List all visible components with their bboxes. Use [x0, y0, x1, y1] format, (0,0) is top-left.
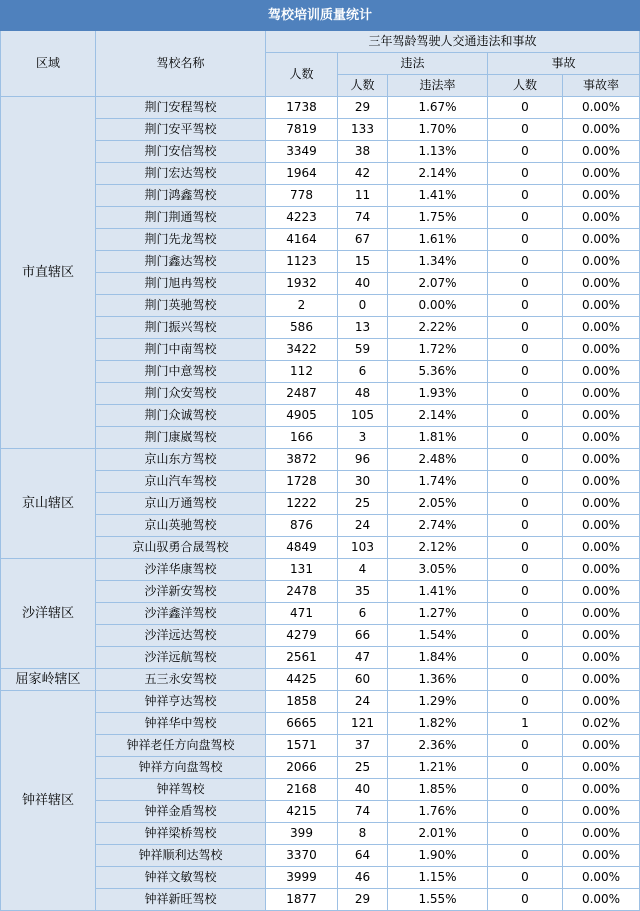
count-cell: 1932 [266, 273, 338, 295]
accident-rate-cell: 0.00% [563, 603, 640, 625]
violation-count-cell: 133 [338, 119, 388, 141]
violation-count-cell: 13 [338, 317, 388, 339]
count-cell: 1877 [266, 889, 338, 911]
count-cell: 4215 [266, 801, 338, 823]
school-name-cell: 京山英驰驾校 [96, 515, 266, 537]
table-row [1, 361, 640, 383]
table-row [1, 449, 640, 471]
count-cell: 7819 [266, 119, 338, 141]
table-row [1, 691, 640, 713]
school-name-cell: 荆门康崴驾校 [96, 427, 266, 449]
violation-count-cell: 24 [338, 691, 388, 713]
accident-rate-cell: 0.00% [563, 229, 640, 251]
violation-rate-cell: 2.14% [388, 405, 488, 427]
violation-rate-cell: 1.75% [388, 207, 488, 229]
table-row [1, 295, 640, 317]
accident-rate-cell: 0.00% [563, 845, 640, 867]
school-name-cell: 钟祥亨达驾校 [96, 691, 266, 713]
school-name-cell: 沙洋鑫洋驾校 [96, 603, 266, 625]
violation-count-cell: 67 [338, 229, 388, 251]
accident-count-cell: 0 [488, 97, 563, 119]
violation-count-cell: 103 [338, 537, 388, 559]
violation-count-cell: 46 [338, 867, 388, 889]
count-cell: 2066 [266, 757, 338, 779]
table-row [1, 229, 640, 251]
school-name-cell: 钟祥方向盘驾校 [96, 757, 266, 779]
violation-rate-cell: 2.05% [388, 493, 488, 515]
accident-rate-cell: 0.00% [563, 867, 640, 889]
count-cell: 586 [266, 317, 338, 339]
header-violation: 违法 [338, 53, 488, 75]
school-name-cell: 五三永安驾校 [96, 669, 266, 691]
violation-rate-cell: 1.29% [388, 691, 488, 713]
count-cell: 1728 [266, 471, 338, 493]
violation-count-cell: 3 [338, 427, 388, 449]
accident-count-cell: 0 [488, 823, 563, 845]
violation-rate-cell: 1.21% [388, 757, 488, 779]
accident-count-cell: 0 [488, 537, 563, 559]
violation-rate-cell: 1.34% [388, 251, 488, 273]
count-cell: 2487 [266, 383, 338, 405]
table-row [1, 163, 640, 185]
school-name-cell: 荆门振兴驾校 [96, 317, 266, 339]
violation-count-cell: 59 [338, 339, 388, 361]
accident-rate-cell: 0.00% [563, 207, 640, 229]
violation-rate-cell: 1.85% [388, 779, 488, 801]
accident-rate-cell: 0.00% [563, 691, 640, 713]
accident-rate-cell: 0.00% [563, 493, 640, 515]
count-cell: 6665 [266, 713, 338, 735]
count-cell: 1123 [266, 251, 338, 273]
school-name-cell: 荆门中意驾校 [96, 361, 266, 383]
header-group: 三年驾龄驾驶人交通违法和事故 [266, 31, 640, 53]
violation-rate-cell: 1.81% [388, 427, 488, 449]
accident-rate-cell: 0.02% [563, 713, 640, 735]
table-row [1, 603, 640, 625]
school-name-cell: 京山东方驾校 [96, 449, 266, 471]
table-row [1, 581, 640, 603]
count-cell: 4164 [266, 229, 338, 251]
count-cell: 3422 [266, 339, 338, 361]
accident-count-cell: 0 [488, 669, 563, 691]
count-cell: 1858 [266, 691, 338, 713]
violation-count-cell: 60 [338, 669, 388, 691]
violation-count-cell: 25 [338, 493, 388, 515]
violation-rate-cell: 1.72% [388, 339, 488, 361]
table-row [1, 251, 640, 273]
school-name-cell: 荆门众诚驾校 [96, 405, 266, 427]
accident-count-cell: 0 [488, 251, 563, 273]
violation-count-cell: 11 [338, 185, 388, 207]
accident-rate-cell: 0.00% [563, 757, 640, 779]
violation-count-cell: 6 [338, 361, 388, 383]
violation-rate-cell: 1.84% [388, 647, 488, 669]
violation-rate-cell: 1.82% [388, 713, 488, 735]
accident-count-cell: 0 [488, 119, 563, 141]
count-cell: 471 [266, 603, 338, 625]
accident-count-cell: 0 [488, 889, 563, 911]
accident-rate-cell: 0.00% [563, 163, 640, 185]
accident-rate-cell: 0.00% [563, 141, 640, 163]
count-cell: 3999 [266, 867, 338, 889]
school-name-cell: 钟祥文敏驾校 [96, 867, 266, 889]
violation-count-cell: 66 [338, 625, 388, 647]
accident-count-cell: 0 [488, 273, 563, 295]
school-name-cell: 荆门鑫达驾校 [96, 251, 266, 273]
header-school: 驾校名称 [96, 31, 266, 97]
table-row [1, 647, 640, 669]
accident-count-cell: 0 [488, 625, 563, 647]
table-row [1, 757, 640, 779]
accident-count-cell: 0 [488, 317, 563, 339]
accident-rate-cell: 0.00% [563, 273, 640, 295]
count-cell: 4279 [266, 625, 338, 647]
accident-count-cell: 0 [488, 405, 563, 427]
accident-rate-cell: 0.00% [563, 889, 640, 911]
accident-rate-cell: 0.00% [563, 185, 640, 207]
accident-count-cell: 0 [488, 581, 563, 603]
accident-rate-cell: 0.00% [563, 559, 640, 581]
violation-count-cell: 40 [338, 779, 388, 801]
violation-rate-cell: 1.93% [388, 383, 488, 405]
count-cell: 131 [266, 559, 338, 581]
school-name-cell: 钟祥老任方向盘驾校 [96, 735, 266, 757]
header-accident: 事故 [488, 53, 640, 75]
table-row [1, 559, 640, 581]
table-row [1, 405, 640, 427]
violation-rate-cell: 1.61% [388, 229, 488, 251]
school-name-cell: 钟祥梁桥驾校 [96, 823, 266, 845]
accident-count-cell: 0 [488, 735, 563, 757]
accident-count-cell: 0 [488, 383, 563, 405]
accident-count-cell: 0 [488, 691, 563, 713]
count-cell: 1222 [266, 493, 338, 515]
count-cell: 3349 [266, 141, 338, 163]
school-name-cell: 京山万通驾校 [96, 493, 266, 515]
accident-count-cell: 0 [488, 493, 563, 515]
violation-count-cell: 35 [338, 581, 388, 603]
header-count: 人数 [266, 53, 338, 97]
violation-count-cell: 64 [338, 845, 388, 867]
violation-count-cell: 25 [338, 757, 388, 779]
accident-rate-cell: 0.00% [563, 537, 640, 559]
table-row [1, 669, 640, 691]
region-cell: 京山辖区 [1, 449, 96, 559]
violation-count-cell: 47 [338, 647, 388, 669]
violation-count-cell: 38 [338, 141, 388, 163]
table-row [1, 207, 640, 229]
accident-count-cell: 0 [488, 449, 563, 471]
violation-count-cell: 105 [338, 405, 388, 427]
table-row [1, 867, 640, 889]
violation-count-cell: 15 [338, 251, 388, 273]
school-name-cell: 钟祥顺利达驾校 [96, 845, 266, 867]
count-cell: 2 [266, 295, 338, 317]
accident-count-cell: 0 [488, 867, 563, 889]
count-cell: 1964 [266, 163, 338, 185]
count-cell: 1571 [266, 735, 338, 757]
violation-count-cell: 96 [338, 449, 388, 471]
table-row [1, 339, 640, 361]
table-row [1, 779, 640, 801]
accident-rate-cell: 0.00% [563, 317, 640, 339]
violation-count-cell: 42 [338, 163, 388, 185]
table-row [1, 823, 640, 845]
accident-count-cell: 0 [488, 845, 563, 867]
school-name-cell: 荆门先龙驾校 [96, 229, 266, 251]
accident-rate-cell: 0.00% [563, 97, 640, 119]
count-cell: 4849 [266, 537, 338, 559]
accident-rate-cell: 0.00% [563, 647, 640, 669]
accident-rate-cell: 0.00% [563, 339, 640, 361]
accident-count-cell: 0 [488, 163, 563, 185]
table-row [1, 735, 640, 757]
violation-rate-cell: 1.54% [388, 625, 488, 647]
school-name-cell: 沙洋远航驾校 [96, 647, 266, 669]
accident-rate-cell: 0.00% [563, 581, 640, 603]
accident-count-cell: 0 [488, 185, 563, 207]
accident-rate-cell: 0.00% [563, 383, 640, 405]
accident-rate-cell: 0.00% [563, 735, 640, 757]
count-cell: 399 [266, 823, 338, 845]
accident-rate-cell: 0.00% [563, 823, 640, 845]
table-row [1, 801, 640, 823]
violation-rate-cell: 1.67% [388, 97, 488, 119]
violation-rate-cell: 1.36% [388, 669, 488, 691]
violation-rate-cell: 2.14% [388, 163, 488, 185]
school-name-cell: 钟祥华中驾校 [96, 713, 266, 735]
table-row [1, 427, 640, 449]
violation-rate-cell: 2.07% [388, 273, 488, 295]
table-row [1, 493, 640, 515]
accident-count-cell: 0 [488, 515, 563, 537]
table-row [1, 625, 640, 647]
accident-rate-cell: 0.00% [563, 449, 640, 471]
accident-rate-cell: 0.00% [563, 779, 640, 801]
violation-count-cell: 40 [338, 273, 388, 295]
violation-rate-cell: 1.27% [388, 603, 488, 625]
accident-count-cell: 0 [488, 339, 563, 361]
school-name-cell: 京山驭勇合晟驾校 [96, 537, 266, 559]
violation-count-cell: 6 [338, 603, 388, 625]
count-cell: 112 [266, 361, 338, 383]
violation-rate-cell: 2.12% [388, 537, 488, 559]
header-violation-rate: 违法率 [388, 75, 488, 97]
accident-count-cell: 0 [488, 207, 563, 229]
accident-rate-cell: 0.00% [563, 427, 640, 449]
count-cell: 778 [266, 185, 338, 207]
table-row [1, 273, 640, 295]
accident-rate-cell: 0.00% [563, 625, 640, 647]
violation-count-cell: 29 [338, 889, 388, 911]
school-name-cell: 沙洋华康驾校 [96, 559, 266, 581]
accident-count-cell: 0 [488, 757, 563, 779]
violation-rate-cell: 2.48% [388, 449, 488, 471]
violation-rate-cell: 0.00% [388, 295, 488, 317]
accident-rate-cell: 0.00% [563, 251, 640, 273]
table-row [1, 185, 640, 207]
header-accident-count: 人数 [488, 75, 563, 97]
header-violation-count: 人数 [338, 75, 388, 97]
count-cell: 166 [266, 427, 338, 449]
school-name-cell: 荆门安信驾校 [96, 141, 266, 163]
accident-count-cell: 0 [488, 801, 563, 823]
violation-rate-cell: 2.01% [388, 823, 488, 845]
violation-count-cell: 30 [338, 471, 388, 493]
school-name-cell: 钟祥驾校 [96, 779, 266, 801]
count-cell: 4425 [266, 669, 338, 691]
accident-rate-cell: 0.00% [563, 471, 640, 493]
school-name-cell: 荆门众安驾校 [96, 383, 266, 405]
table-title: 驾校培训质量统计 [1, 1, 640, 31]
accident-count-cell: 0 [488, 295, 563, 317]
school-name-cell: 荆门鸿鑫驾校 [96, 185, 266, 207]
accident-count-cell: 0 [488, 361, 563, 383]
count-cell: 2478 [266, 581, 338, 603]
accident-rate-cell: 0.00% [563, 405, 640, 427]
violation-rate-cell: 5.36% [388, 361, 488, 383]
table-row [1, 97, 640, 119]
count-cell: 3872 [266, 449, 338, 471]
count-cell: 4905 [266, 405, 338, 427]
table-row [1, 471, 640, 493]
school-name-cell: 荆门英驰驾校 [96, 295, 266, 317]
table-row [1, 845, 640, 867]
violation-rate-cell: 1.90% [388, 845, 488, 867]
violation-rate-cell: 1.41% [388, 581, 488, 603]
violation-count-cell: 37 [338, 735, 388, 757]
region-cell: 市直辖区 [1, 97, 96, 449]
table-row [1, 141, 640, 163]
violation-count-cell: 121 [338, 713, 388, 735]
violation-count-cell: 4 [338, 559, 388, 581]
accident-count-cell: 0 [488, 141, 563, 163]
accident-count-cell: 1 [488, 713, 563, 735]
school-name-cell: 荆门旭冉驾校 [96, 273, 266, 295]
accident-count-cell: 0 [488, 427, 563, 449]
region-cell: 屈家岭辖区 [1, 669, 96, 691]
accident-count-cell: 0 [488, 229, 563, 251]
school-name-cell: 沙洋新安驾校 [96, 581, 266, 603]
school-name-cell: 荆门中南驾校 [96, 339, 266, 361]
violation-count-cell: 24 [338, 515, 388, 537]
school-name-cell: 荆门安平驾校 [96, 119, 266, 141]
violation-rate-cell: 1.70% [388, 119, 488, 141]
accident-count-cell: 0 [488, 471, 563, 493]
violation-rate-cell: 3.05% [388, 559, 488, 581]
school-name-cell: 荆门荆通驾校 [96, 207, 266, 229]
table-row [1, 515, 640, 537]
violation-rate-cell: 1.15% [388, 867, 488, 889]
school-name-cell: 钟祥金盾驾校 [96, 801, 266, 823]
school-name-cell: 荆门宏达驾校 [96, 163, 266, 185]
table-row [1, 537, 640, 559]
violation-count-cell: 8 [338, 823, 388, 845]
violation-count-cell: 74 [338, 207, 388, 229]
school-name-cell: 钟祥新旺驾校 [96, 889, 266, 911]
table-body [1, 97, 640, 911]
count-cell: 3370 [266, 845, 338, 867]
accident-rate-cell: 0.00% [563, 801, 640, 823]
count-cell: 876 [266, 515, 338, 537]
accident-rate-cell: 0.00% [563, 361, 640, 383]
violation-rate-cell: 1.74% [388, 471, 488, 493]
accident-count-cell: 0 [488, 559, 563, 581]
accident-count-cell: 0 [488, 603, 563, 625]
violation-count-cell: 74 [338, 801, 388, 823]
accident-rate-cell: 0.00% [563, 295, 640, 317]
violation-count-cell: 29 [338, 97, 388, 119]
header-region: 区域 [1, 31, 96, 97]
school-name-cell: 京山汽车驾校 [96, 471, 266, 493]
table-row [1, 383, 640, 405]
violation-rate-cell: 1.55% [388, 889, 488, 911]
violation-rate-cell: 2.22% [388, 317, 488, 339]
accident-rate-cell: 0.00% [563, 119, 640, 141]
violation-rate-cell: 1.76% [388, 801, 488, 823]
violation-rate-cell: 2.36% [388, 735, 488, 757]
header-accident-rate: 事故率 [563, 75, 640, 97]
table-row [1, 713, 640, 735]
accident-count-cell: 0 [488, 779, 563, 801]
table-row [1, 119, 640, 141]
table-row [1, 889, 640, 911]
region-cell: 沙洋辖区 [1, 559, 96, 669]
school-name-cell: 沙洋远达驾校 [96, 625, 266, 647]
accident-rate-cell: 0.00% [563, 669, 640, 691]
count-cell: 1738 [266, 97, 338, 119]
violation-rate-cell: 1.41% [388, 185, 488, 207]
violation-count-cell: 48 [338, 383, 388, 405]
school-name-cell: 荆门安程驾校 [96, 97, 266, 119]
accident-rate-cell: 0.00% [563, 515, 640, 537]
count-cell: 4223 [266, 207, 338, 229]
violation-rate-cell: 2.74% [388, 515, 488, 537]
violation-count-cell: 0 [338, 295, 388, 317]
table-row [1, 317, 640, 339]
accident-count-cell: 0 [488, 647, 563, 669]
region-cell: 钟祥辖区 [1, 691, 96, 911]
count-cell: 2561 [266, 647, 338, 669]
count-cell: 2168 [266, 779, 338, 801]
violation-rate-cell: 1.13% [388, 141, 488, 163]
